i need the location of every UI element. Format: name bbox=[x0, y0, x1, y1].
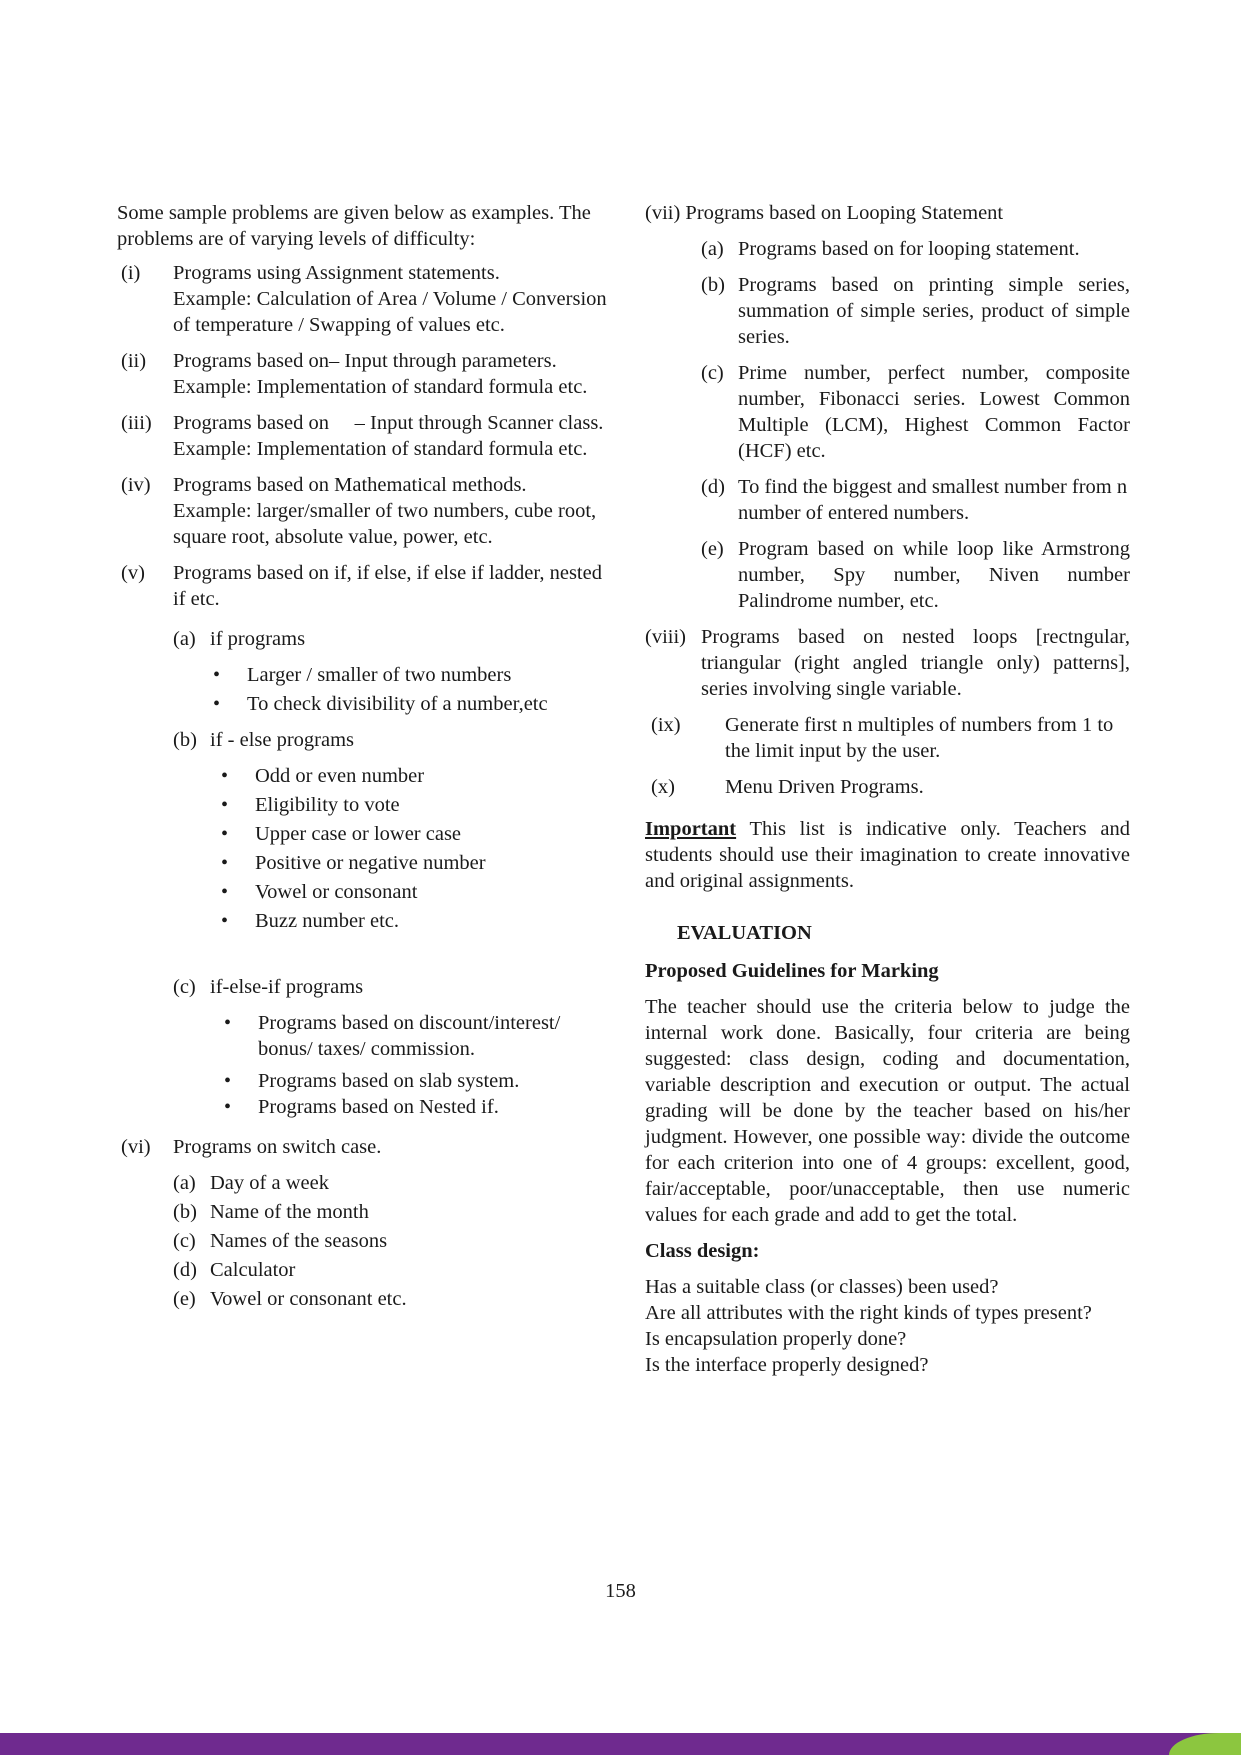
sub-letter: (d) bbox=[173, 1259, 197, 1281]
list-item-iii bbox=[117, 410, 607, 462]
sub-letter: (b) bbox=[701, 274, 725, 296]
sub-letter: (e) bbox=[701, 538, 724, 560]
sub-letter: (c) bbox=[173, 976, 196, 998]
class-design-question: Has a suitable class (or classes) been used? bbox=[645, 1276, 999, 1298]
sub-letter: (a) bbox=[173, 1172, 196, 1194]
sub-letter: (a) bbox=[173, 628, 196, 650]
item-text: Generate first n multiples of numbers from 1 to the limit input by the user. bbox=[725, 714, 1114, 762]
item-line: Programs using Assignment statements. bbox=[173, 262, 500, 284]
evaluation-heading: EVALUATION bbox=[677, 922, 812, 944]
bullet-item: • Odd or even number bbox=[255, 763, 607, 789]
class-design-question: Are all attributes with the right kinds of types present? bbox=[645, 1302, 1092, 1324]
item-line: Programs on switch case. bbox=[173, 1136, 382, 1158]
list-item-vi bbox=[117, 1134, 607, 1160]
item-line: Programs based on – Input through Scanner class. bbox=[173, 412, 604, 434]
list-item-x bbox=[645, 774, 1130, 800]
item-number: (viii) bbox=[645, 626, 686, 648]
bullet-list-a bbox=[173, 662, 607, 717]
list-item bbox=[173, 1199, 607, 1225]
sub-title: if-else-if programs bbox=[210, 976, 364, 998]
list-item-viii bbox=[645, 624, 1130, 702]
bullet-item: • Upper case or lower case bbox=[255, 821, 607, 847]
list-item-iv bbox=[117, 472, 607, 550]
sub-text: Program based on while loop like Armstrong number, Spy number, Niven number Palindrome number, etc. bbox=[738, 538, 1130, 612]
item-line: Example: Calculation of Area / Volume / Conversion of temperature / Swapping of values etc. bbox=[173, 288, 607, 336]
sub-text: Programs based on for looping statement. bbox=[738, 238, 1080, 260]
sub-text: Day of a week bbox=[210, 1172, 329, 1194]
item-number: (i) bbox=[121, 262, 141, 284]
item-number: (x) bbox=[651, 776, 675, 798]
bullet-item: • Programs based on discount/interest/ bonus/ taxes/ commission. bbox=[258, 1010, 607, 1062]
important-text: This list is indicative only. Teachers and students should use their imagination to create innovative and original assignments. bbox=[645, 818, 1130, 892]
switch-case-list bbox=[173, 1170, 607, 1312]
sub-text: Calculator bbox=[210, 1259, 296, 1281]
item-v-sublist bbox=[173, 626, 607, 652]
sub-letter: (b) bbox=[173, 1201, 197, 1223]
item-number: (ii) bbox=[121, 350, 147, 372]
bullet-item: • Programs based on slab system. bbox=[258, 1068, 607, 1094]
sub-letter: (e) bbox=[173, 1288, 196, 1310]
item-number: (iv) bbox=[121, 474, 151, 496]
sub-title: if - else programs bbox=[210, 729, 355, 751]
sub-text: Prime number, perfect number, composite number, Fibonacci series. Lowest Common Multiple (LCM), Highest Common Factor (HCF) etc. bbox=[738, 362, 1130, 462]
list-item bbox=[173, 1170, 607, 1196]
class-design-question: Is the interface properly designed? bbox=[645, 1354, 929, 1376]
item-line: Programs based on if, if else, if else if ladder, nested if etc. bbox=[173, 562, 602, 610]
item-number: (iii) bbox=[121, 412, 152, 434]
guidelines-text: The teacher should use the criteria below to judge the internal work done. Basically, four criteria are being suggested: class design, coding and documentation, variable description and execution or output. The actual grading will be done by the teacher based on his/her judgment. However, one possible way: divide the outcome for each criterion into one of 4 groups: excellent, good, fair/acceptable, poor/unacceptable, then use numeric values for each grade and add to get the total. bbox=[645, 996, 1130, 1226]
sub-letter: (d) bbox=[701, 476, 725, 498]
sub-title: if programs bbox=[210, 628, 306, 650]
list-item bbox=[173, 1286, 607, 1312]
sub-item-a bbox=[701, 236, 1130, 262]
sub-item-b bbox=[701, 272, 1130, 350]
looping-heading: (vii) Programs based on Looping Statement bbox=[645, 202, 1004, 224]
sub-item-d bbox=[701, 474, 1130, 526]
sub-item-a bbox=[173, 626, 607, 652]
item-v-sublist-b bbox=[173, 727, 607, 753]
list-item-ii bbox=[117, 348, 607, 400]
sub-text: Name of the month bbox=[210, 1201, 369, 1223]
item-line: Example: Implementation of standard formula etc. bbox=[173, 438, 588, 460]
sub-item-e bbox=[701, 536, 1130, 614]
sub-letter: (c) bbox=[701, 362, 724, 384]
bullet-item: • Positive or negative number bbox=[255, 850, 607, 876]
class-design-question: Is encapsulation properly done? bbox=[645, 1328, 907, 1350]
item-number: (v) bbox=[121, 562, 145, 584]
sub-text: Names of the seasons bbox=[210, 1230, 388, 1252]
item-text: Menu Driven Programs. bbox=[725, 776, 924, 798]
list-item bbox=[173, 1228, 607, 1254]
bullet-item: • Programs based on Nested if. bbox=[258, 1094, 607, 1120]
sub-item-b bbox=[173, 727, 607, 753]
bullet-item: • Larger / smaller of two numbers bbox=[247, 662, 607, 688]
list-item-ix bbox=[645, 712, 1130, 764]
bullet-item: • To check divisibility of a number,etc bbox=[247, 691, 607, 717]
list-item-i bbox=[117, 260, 607, 338]
item-line: Programs based on Mathematical methods. bbox=[173, 474, 527, 496]
item-number: (ix) bbox=[651, 714, 681, 736]
bullet-list-b bbox=[173, 763, 607, 934]
item-line: Example: Implementation of standard formula etc. bbox=[173, 376, 588, 398]
sub-text: To find the biggest and smallest number from n number of entered numbers. bbox=[738, 476, 1128, 524]
class-design-heading: Class design: bbox=[645, 1240, 760, 1262]
sub-letter: (b) bbox=[173, 729, 197, 751]
sub-item-c bbox=[701, 360, 1130, 464]
sub-text: Programs based on printing simple series, summation of simple series, product of simple series. bbox=[738, 274, 1130, 348]
item-number: (vi) bbox=[121, 1136, 151, 1158]
bullet-item: • Buzz number etc. bbox=[255, 908, 607, 934]
guidelines-heading: Proposed Guidelines for Marking bbox=[645, 960, 939, 982]
sub-item-c bbox=[173, 974, 607, 1000]
sub-letter: (c) bbox=[173, 1230, 196, 1252]
sub-letter: (a) bbox=[701, 238, 724, 260]
left-column bbox=[117, 200, 607, 1315]
page-number: 158 bbox=[605, 1580, 636, 1602]
list-item bbox=[173, 1257, 607, 1283]
footer-bar bbox=[0, 1733, 1241, 1755]
item-line: Example: larger/smaller of two numbers, cube root, square root, absolute value, power, etc. bbox=[173, 500, 597, 548]
item-line: Programs based on– Input through parameters. bbox=[173, 350, 557, 372]
bullet-list-c bbox=[173, 1010, 607, 1120]
important-note bbox=[645, 816, 1130, 894]
item-v-sublist-c bbox=[173, 974, 607, 1000]
list-item-v bbox=[117, 560, 607, 612]
looping-sublist bbox=[701, 236, 1130, 614]
bullet-item: • Eligibility to vote bbox=[255, 792, 607, 818]
important-label: Important bbox=[645, 818, 737, 840]
sub-text: Vowel or consonant etc. bbox=[210, 1288, 407, 1310]
bullet-item: • Vowel or consonant bbox=[255, 879, 607, 905]
intro-text: Some sample problems are given below as examples. The problems are of varying levels of difficulty: bbox=[117, 202, 591, 250]
item-text: Programs based on nested loops [rectngular, triangular (right angled triangle only) patterns], series involving single variable. bbox=[701, 626, 1130, 700]
right-column bbox=[645, 200, 1130, 1378]
